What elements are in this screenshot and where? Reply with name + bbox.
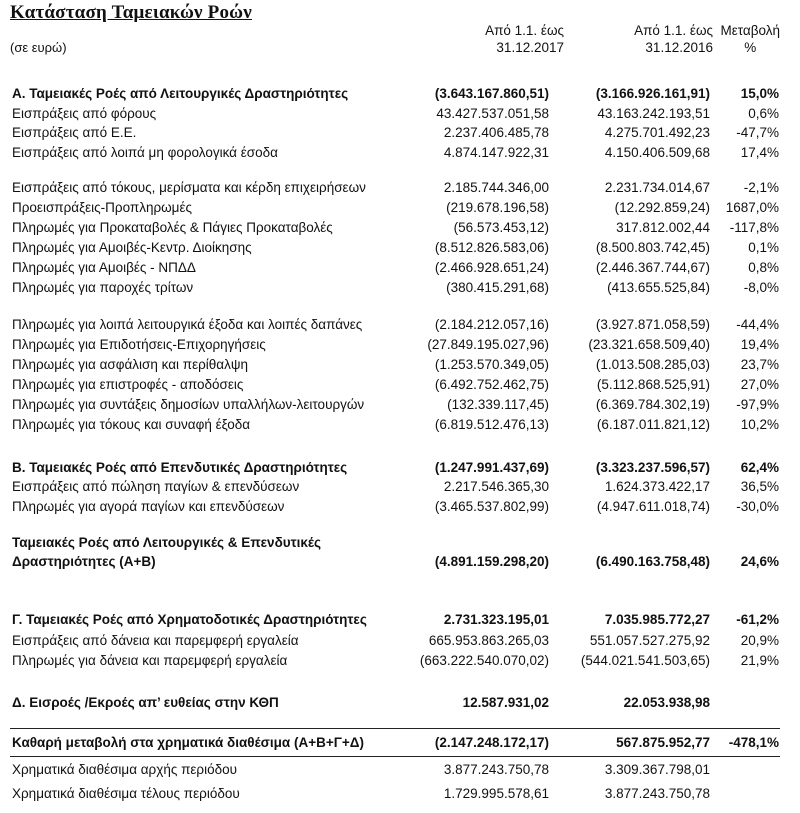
- change-percent: -478,1%: [728, 735, 779, 750]
- unit-note: (σε ευρώ): [10, 40, 67, 55]
- table-row-subtotal-ab: [0, 533, 800, 573]
- row-label: Πληρωμές για Επιδοτήσεις-Επιχορηγήσεις: [12, 337, 266, 352]
- change-percent: -2,1%: [743, 180, 779, 195]
- divider-bottom: [10, 756, 780, 757]
- row-label: Χρηματικά διαθέσιμα αρχής περιόδου: [12, 762, 238, 777]
- value-2017: (1.247.991.437,69): [434, 460, 549, 475]
- row-label: Ταμειακές Ροές από Λειτουργικές & Επενδυτικές Δραστηριότητες (Α+Β): [12, 535, 322, 569]
- table-row: [0, 497, 800, 517]
- change-percent: 20,9%: [740, 633, 779, 648]
- table-row: [0, 104, 800, 124]
- change-percent: 17,4%: [740, 145, 779, 160]
- value-2017: (2.184.212.057,16): [434, 317, 549, 332]
- value-2017: 43.427.537.051,58: [436, 106, 549, 121]
- row-label: Εισπράξεις από τόκους, μερίσματα και κέρδη επιχειρήσεων: [12, 180, 366, 195]
- value-2017: (6.819.512.476,13): [434, 417, 549, 432]
- table-row: [0, 258, 800, 278]
- value-2016: 567.875.952,77: [616, 735, 710, 750]
- value-2016: (3.927.871.058,59): [595, 317, 710, 332]
- column-header-change: Μεταβολή %: [720, 23, 780, 55]
- table-row: [0, 278, 800, 298]
- change-percent: -97,9%: [736, 397, 779, 412]
- value-2016: (23.321.658.509,40): [588, 337, 710, 352]
- table-row: [0, 375, 800, 395]
- value-2016: (5.112.868.525,91): [596, 377, 710, 392]
- change-percent: 0,1%: [748, 240, 779, 255]
- table-row-closing-cash: [0, 784, 800, 804]
- divider-top: [10, 728, 780, 729]
- value-2017: (1.253.570.349,05): [434, 357, 549, 372]
- table-row: [0, 477, 800, 497]
- value-2017: 2.237.406.485,78: [443, 125, 549, 140]
- row-label: Πληρωμές για ασφάλιση και περίθαλψη: [12, 357, 248, 372]
- row-label: Πληρωμές για δάνεια και παρεμφερή εργαλεία: [12, 653, 288, 668]
- row-label: Πληρωμές για επιστροφές - αποδόσεις: [12, 377, 244, 392]
- table-row: [0, 395, 800, 415]
- value-2016: (8.500.803.742,45): [595, 240, 710, 255]
- change-percent: 19,4%: [740, 337, 779, 352]
- row-label: Πληρωμές για τόκους και συναφή έξοδα: [12, 417, 251, 432]
- row-label: Προεισπράξεις-Προπληρωμές: [12, 200, 192, 215]
- value-2017: (6.492.752.462,75): [434, 377, 549, 392]
- table-row-net-change: [0, 733, 800, 753]
- change-percent: -8,0%: [743, 280, 779, 295]
- row-label: Δ. Εισροές /Εκροές απ’ ευθείας στην ΚΘΠ: [12, 695, 279, 710]
- column-header-2017: Από 1.1. έως 31.12.2017: [485, 23, 564, 55]
- row-label: Πληρωμές για Αμοιβές - ΝΠΔΔ: [12, 260, 196, 275]
- value-2017: 2.731.323.195,01: [443, 612, 549, 627]
- row-label: Καθαρή μεταβολή στα χρηματικά διαθέσιμα (Α+Β+Γ+Δ): [12, 735, 364, 750]
- table-row: [0, 123, 800, 143]
- row-label: Πληρωμές για συντάξεις δημοσίων υπαλλήλων-λειτουργών: [12, 397, 365, 412]
- change-percent: -44,4%: [736, 317, 779, 332]
- value-2016: (413.655.525,84): [607, 280, 710, 295]
- table-row: [0, 415, 800, 435]
- value-2016: (2.446.367.744,67): [595, 260, 710, 275]
- value-2016: (6.490.163.758,48): [595, 554, 710, 569]
- change-percent: 24,6%: [740, 554, 779, 569]
- change-percent: 10,2%: [740, 417, 779, 432]
- value-2017: 2.217.546.365,30: [443, 479, 549, 494]
- change-percent: 0,6%: [748, 106, 779, 121]
- value-2016: 317.812.002,44: [616, 220, 710, 235]
- row-label: Εισπράξεις από πώληση παγίων & επενδύσεων: [12, 479, 300, 494]
- value-2016: 4.275.701.492,23: [604, 125, 710, 140]
- change-percent: 0,8%: [748, 260, 779, 275]
- row-label: Εισπράξεις από δάνεια και παρεμφερή εργαλεία: [12, 633, 299, 648]
- page-title: Κατάσταση Ταμειακών Ροών: [10, 2, 252, 23]
- change-percent: 36,5%: [740, 479, 779, 494]
- change-percent: -47,7%: [736, 125, 779, 140]
- change-percent: 21,9%: [740, 653, 779, 668]
- row-label: Πληρωμές για παροχές τρίτων: [12, 280, 194, 295]
- value-2016: 22.053.938,98: [623, 695, 710, 710]
- value-2016: 2.231.734.014,67: [604, 180, 710, 195]
- row-label: Εισπράξεις από λοιπά μη φορολογικά έσοδα: [12, 145, 278, 160]
- row-label: Εισπράξεις από Ε.Ε.: [12, 125, 137, 140]
- value-2017: (4.891.159.298,20): [434, 554, 549, 569]
- row-label: Γ. Ταμειακές Ροές από Χρηματοδοτικές Δραστηριότητες: [12, 612, 367, 627]
- table-row-opening-cash: [0, 760, 800, 780]
- value-2017: (8.512.826.583,06): [434, 240, 549, 255]
- value-2017: (380.415.291,68): [446, 280, 549, 295]
- value-2017: 665.953.863.265,03: [428, 633, 549, 648]
- value-2017: 12.587.931,02: [462, 695, 549, 710]
- value-2016: (1.013.508.285,03): [595, 357, 710, 372]
- table-row: [0, 178, 800, 198]
- change-percent: -117,8%: [729, 220, 779, 235]
- table-row: [0, 355, 800, 375]
- value-2016: (6.187.011.821,12): [596, 417, 710, 432]
- table-row: [0, 335, 800, 355]
- change-percent: 23,7%: [740, 357, 779, 372]
- value-2017: 2.185.744.346,00: [443, 180, 549, 195]
- value-2017: (3.643.167.860,51): [434, 86, 549, 101]
- value-2016: (4.947.611.018,74): [596, 499, 710, 514]
- value-2016: 3.309.367.798,01: [604, 762, 710, 777]
- row-label: Πληρωμές για αγορά παγίων και επενδύσεων: [12, 499, 285, 514]
- table-row: [0, 218, 800, 238]
- value-2016: 551.057.527.275,92: [589, 633, 710, 648]
- value-2017: (27.849.195.027,96): [427, 337, 549, 352]
- table-row-section-c: [0, 610, 800, 630]
- value-2017: (2.466.928.651,24): [434, 260, 549, 275]
- table-row-section-b: [0, 458, 800, 478]
- change-percent: -61,2%: [736, 612, 779, 627]
- change-percent: -30,0%: [736, 499, 779, 514]
- value-2017: 4.874.147.922,31: [443, 145, 549, 160]
- value-2017: (3.465.537.802,99): [434, 499, 549, 514]
- value-2017: (2.147.248.172,17): [434, 735, 549, 750]
- row-label: Πληρωμές για Προκαταβολές & Πάγιες Προκαταβολές: [12, 220, 333, 235]
- change-percent: 1687,0%: [725, 200, 779, 215]
- change-percent: 27,0%: [740, 377, 779, 392]
- value-2017: (663.222.540.070,02): [419, 653, 549, 668]
- table-row-section-a: [0, 84, 800, 104]
- table-row: [0, 631, 800, 651]
- value-2016: (544.021.541.503,65): [580, 653, 710, 668]
- change-percent: 15,0%: [740, 86, 779, 101]
- value-2016: (3.323.237.596,57): [595, 460, 710, 475]
- value-2016: 7.035.985.772,27: [604, 612, 710, 627]
- row-label: Β. Ταμειακές Ροές από Επενδυτικές Δραστηριότητες: [12, 460, 348, 475]
- value-2017: 1.729.995.578,61: [443, 786, 549, 801]
- row-label: Πληρωμές για Αμοιβές-Κεντρ. Διοίκησης: [12, 240, 252, 255]
- row-label: Πληρωμές για λοιπά λειτουργικά έξοδα και λοιπές δαπάνες: [12, 317, 363, 332]
- value-2017: (56.573.453,12): [453, 220, 549, 235]
- value-2016: 1.624.373.422,17: [604, 479, 710, 494]
- value-2016: 43.163.242.193,51: [597, 106, 710, 121]
- value-2017: (132.339.117,45): [447, 397, 549, 412]
- value-2016: (6.369.784.302,19): [595, 397, 710, 412]
- value-2016: (3.166.926.161,91): [595, 86, 710, 101]
- row-label: Χρηματικά διαθέσιμα τέλους περιόδου: [12, 786, 240, 801]
- row-label: Α. Ταμειακές Ροές από Λειτουργικές Δραστηριότητες: [12, 86, 349, 101]
- value-2017: (219.678.196,58): [446, 200, 549, 215]
- table-row: [0, 315, 800, 335]
- value-2017: 3.877.243.750,78: [443, 762, 549, 777]
- value-2016: 4.150.406.509,68: [604, 145, 710, 160]
- table-row: [0, 143, 800, 163]
- table-row: [0, 238, 800, 258]
- value-2016: (12.292.859,24): [614, 200, 710, 215]
- change-percent: 62,4%: [740, 460, 779, 475]
- column-header-2016: Από 1.1. έως 31.12.2016: [634, 23, 713, 55]
- table-row: [0, 198, 800, 218]
- table-row-section-d: [0, 693, 800, 713]
- value-2016: 3.877.243.750,78: [604, 786, 710, 801]
- row-label: Εισπράξεις από φόρους: [12, 106, 157, 121]
- table-row: [0, 651, 800, 671]
